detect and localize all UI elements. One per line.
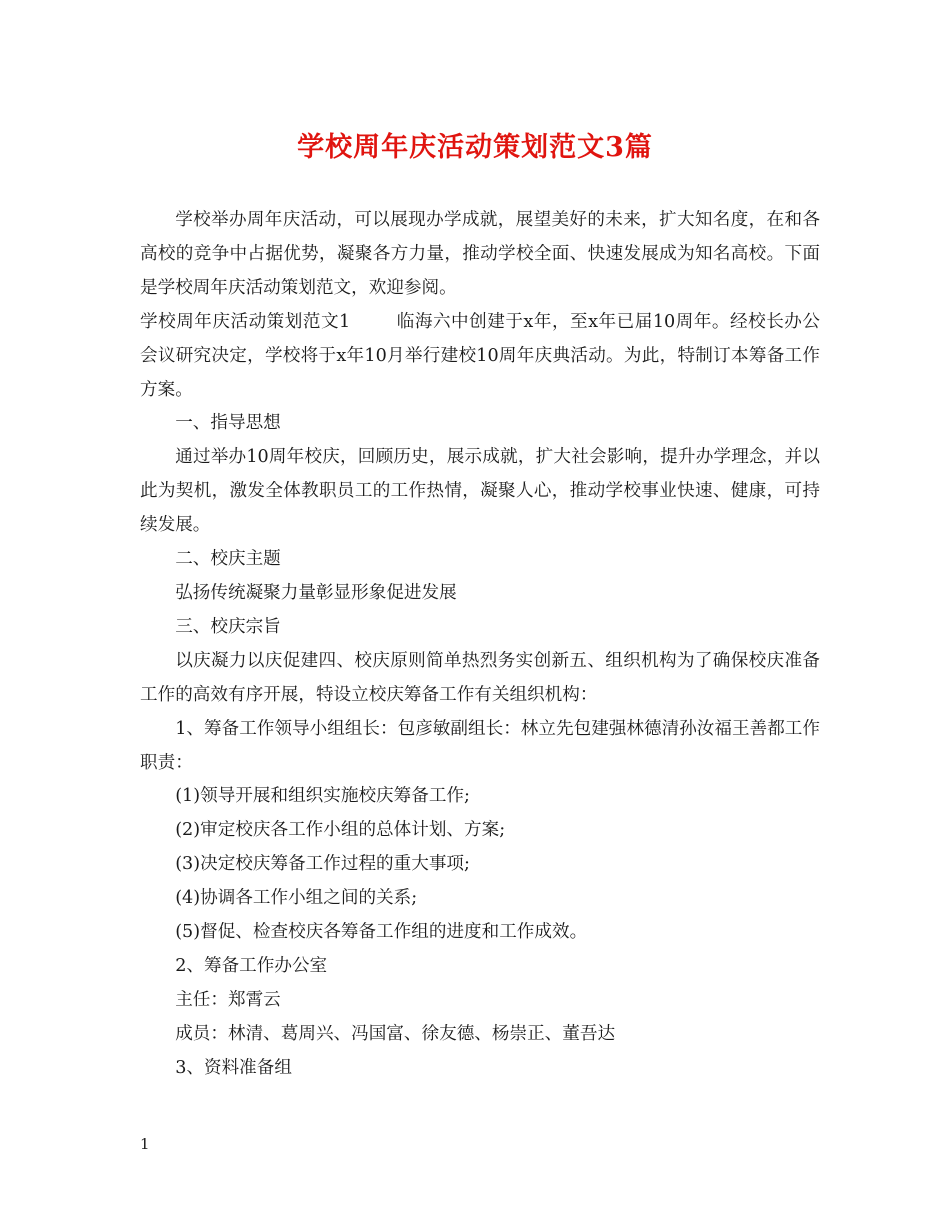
paragraph-director: 主任：郑霄云 [175,989,281,1010]
paragraph-essay-start [140,306,820,408]
heading-preparation-office: 2、筹备工作办公室 [175,955,328,976]
paragraph-members: 成员：林清、葛周兴、冯国富、徐友德、杨崇正、董吾达 [175,1023,616,1044]
document-title: 学校周年庆活动策划范文3篇 [297,132,653,163]
heading-guiding-ideology: 一、指导思想 [175,413,281,434]
heading-theme: 二、校庆主题 [175,549,281,570]
paragraph-purpose: 以庆凝力以庆促建四、校庆原则简单热烈务实创新五、组织机构为了确保校庆准备工作的高效有序开展，特设立校庆筹备工作有关组织机构： [140,650,820,705]
list-item-duty-5: (5)督促、检查校庆各筹备工作组的进度和工作成效。 [175,922,588,943]
essay-intro: 临海六中创建于x年，至x年已届10周年。经校长办公会议研究决定，学校将于x年10月举行建校10周年庆典活动。为此，特制订本筹备工作方案。 [140,311,820,400]
list-item-duty-4: (4)协调各工作小组之间的关系; [175,888,418,909]
paragraph-theme: 弘扬传统凝聚力量彰显形象促进发展 [175,582,457,603]
paragraph-intro: 学校举办周年庆活动，可以展现办学成就，展望美好的未来，扩大知名度，在和各高校的竞争中占据优势，凝聚各方力量，推动学校全面、快速发展成为知名高校。下面是学校周年庆活动策划范文，欢迎参阅。 [140,210,820,298]
document-body [140,204,820,1086]
paragraph-guiding-ideology: 通过举办10周年校庆，回顾历史，展示成就，扩大社会影响，提升办学理念，并以此为契机，激发全体教职员工的工作热情，凝聚人心，推动学校事业快速、健康，可持续发展。 [140,447,820,536]
essay-label: 学校周年庆活动策划范文1 [140,311,351,332]
list-item-duty-3: (3)决定校庆筹备工作过程的重大事项; [175,854,470,875]
paragraph-leadership-group: 1、筹备工作领导小组组长：包彦敏副组长：林立先包建强林德清孙汝福王善都工作职责： [140,718,820,773]
page-number: 1 [140,1135,150,1153]
list-item-duty-2: (2)审定校庆各工作小组的总体计划、方案; [175,820,506,841]
heading-materials-group: 3、资料准备组 [175,1057,292,1078]
heading-purpose: 三、校庆宗旨 [175,616,281,637]
list-item-duty-1: (1)领导开展和组织实施校庆筹备工作; [175,786,470,807]
